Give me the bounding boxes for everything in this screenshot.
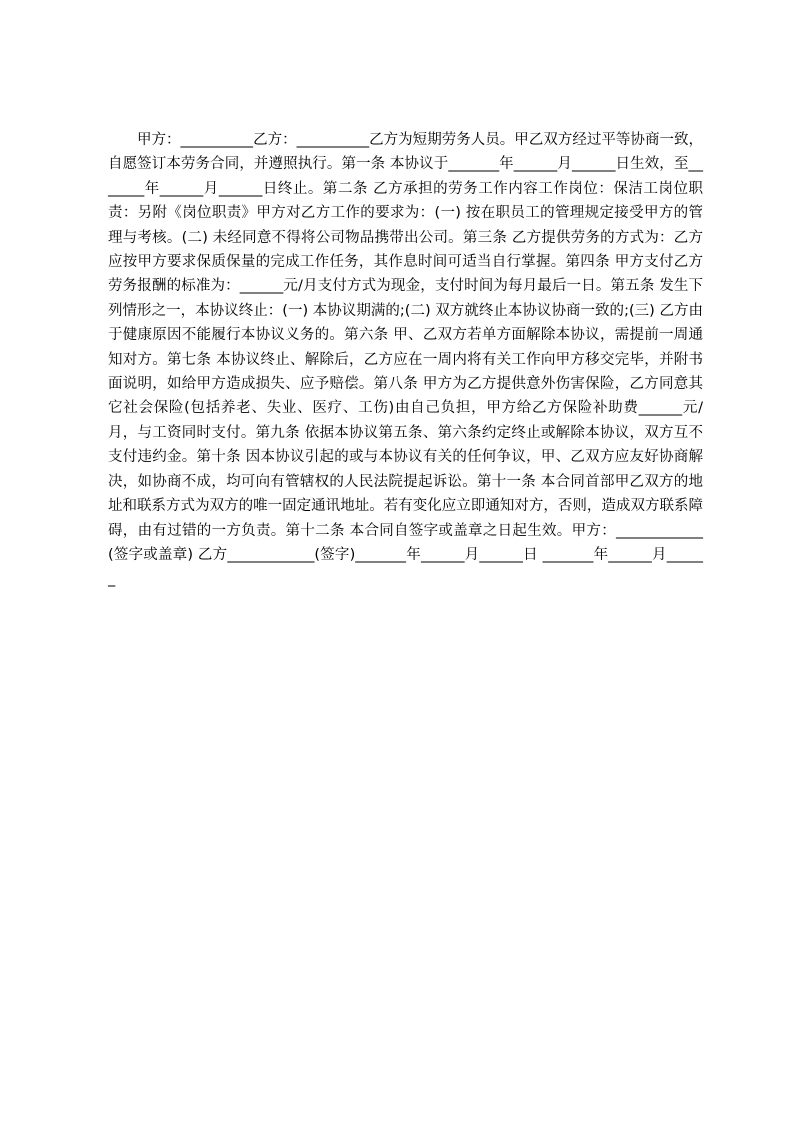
contract-body-paragraph: 甲方：__________乙方：__________乙方为短期劳务人员。甲乙双方经过平等协商一致，自愿签订本劳务合同，并遵照执行。第一条 本协议于_______年______月______日生效，至_______年______月______日终止。第二条 乙方承担的劳务工作内容工作岗位：保洁工岗位职责：另附《岗位职责》甲方对乙方工作的要求为：(一) 按在职员工的管理规定接受甲方的管理与考核。(二) 未经同意不得将公司物品携带出公司。第三条 乙方提供劳务的方式为：乙方应按甲方要求保质保量的完成工作任务，其作息时间可适当自行掌握。第四条 甲方支付乙方劳务报酬的标准为：______元/月支付方式为现金，支付时间为每月最后一日。第五条 发生下列情形之一，本协议终止：(一) 本协议期满的;(二) 双方就终止本协议协商一致的;(三) 乙方由于健康原因不能履行本协议义务的。第六条 甲、乙双方若单方面解除本协议，需提前一周通知对方。第七条 本协议终止、解除后，乙方应在一周内将有关工作向甲方移交完毕，并附书面说明，如给甲方造成损失、应予赔偿。第八条 甲方为乙方提供意外伤害保险，乙方同意其它社会保险(包括养老、失业、医疗、工伤)由自己负担，甲方给乙方保险补助费______元/月，与工资同时支付。第九条 依据本协议第五条、第六条约定终止或解除本协议，双方互不支付违约金。第十条 因本协议引起的或与本协议有关的任何争议，甲、乙双方应友好协商解决，如协商不成，均可向有管辖权的人民法院提起诉讼。第十一条 本合同首部甲乙双方的地址和联系方式为双方的唯一固定通讯地址。若有变化应立即通知对方，否则，造成双方联系障碍，由有过错的一方负责。第十二条 本合同自签字或盖章之日起生效。甲方：____________(签字或盖章) 乙方____________(签字)_______年______月______日 _______年______月______: [108, 132, 703, 588]
